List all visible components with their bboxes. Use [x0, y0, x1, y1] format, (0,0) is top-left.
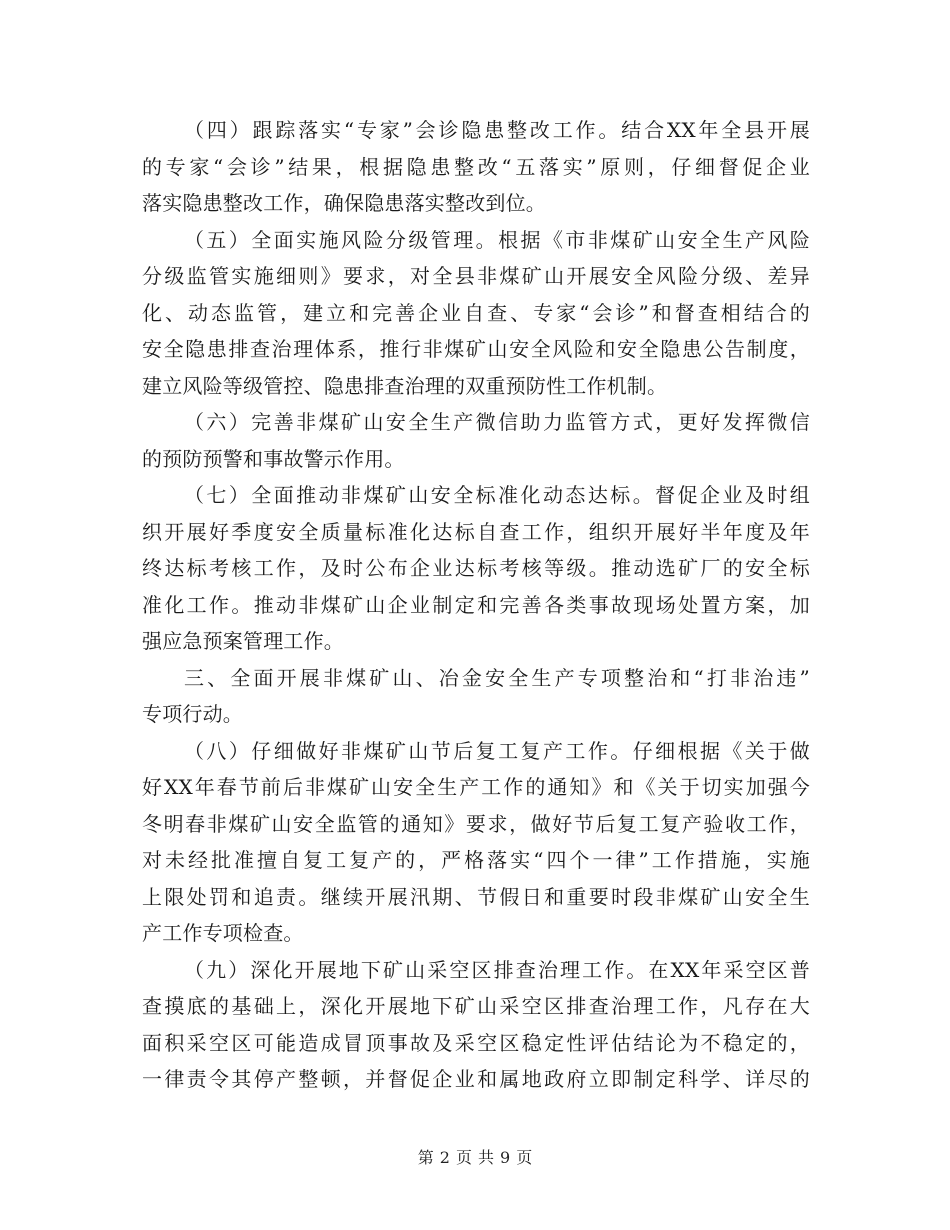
paragraph-line: 的专家“会诊”结果，根据隐患整改“五落实”原则，仔细督促企业 [142, 154, 810, 179]
paragraph-line: 落实隐患整改工作，确保隐患落实整改到位。 [142, 191, 546, 215]
paragraph-7 [142, 477, 810, 660]
paragraph-line: 冬明春非煤矿山安全监管的通知》要求，做好节后复工复产验收工作， [142, 811, 810, 836]
paragraph-8 [142, 733, 810, 952]
paragraph-line: 安全隐患排查治理体系，推行非煤矿山安全风险和安全隐患公告制度， [142, 337, 810, 361]
paragraph-line: 的预防预警和事故警示作用。 [142, 446, 405, 471]
paragraph-line: 产工作专项检查。 [142, 921, 304, 945]
total-page-count: 9 [500, 1148, 511, 1167]
paragraph-line: （六）完善非煤矿山安全生产微信助力监管方式，更好发挥微信 [184, 410, 810, 434]
paragraph-line: 分级监管实施细则》要求，对全县非煤矿山开展安全风险分级、差异 [142, 264, 810, 288]
paragraph-4 [142, 112, 810, 222]
section-heading-3 [142, 660, 810, 733]
paragraph-line: 好XX年春节前后非煤矿山安全生产工作的通知》和《关于切实加强今 [142, 775, 810, 799]
footer-suffix: 页 [516, 1148, 533, 1167]
paragraph-line: 终达标考核工作，及时公布企业达标考核等级。推动选矿厂的安全标 [142, 556, 810, 580]
paragraph-5 [142, 222, 810, 405]
paragraph-line: 上限处罚和追责。继续开展汛期、节假日和重要时段非煤矿山安全生 [142, 884, 810, 909]
paragraph-line: 建立风险等级管控、隐患排查治理的双重预防性工作机制。 [142, 373, 668, 398]
paragraph-line: 化、动态监管，建立和完善企业自查、专家“会诊”和督查相结合的 [142, 300, 810, 325]
paragraph-line: 织开展好季度安全质量标准化达标自查工作，组织开展好半年度及年 [142, 519, 810, 544]
paragraph-line: （七）全面推动非煤矿山安全标准化动态达标。督促企业及时组 [184, 483, 810, 507]
paragraph-line: （五）全面实施风险分级管理。根据《市非煤矿山安全生产风险 [184, 227, 810, 252]
heading-line: 专项行动。 [142, 702, 243, 726]
paragraph-9 [142, 952, 810, 1098]
paragraph-line: 面积采空区可能造成冒顶事故及采空区稳定性评估结论为不稳定的， [142, 1030, 810, 1055]
footer-page-word: 页 [455, 1148, 472, 1167]
paragraph-line: 查摸底的基础上，深化开展地下矿山采空区排查治理工作，凡存在大 [142, 994, 810, 1018]
page-footer [0, 1146, 950, 1170]
paragraph-line: （九）深化开展地下矿山采空区排查治理工作。在XX年采空区普 [184, 957, 810, 982]
heading-line: 三、全面开展非煤矿山、冶金安全生产专项整治和“打非治违” [184, 665, 810, 690]
paragraph-line: 对未经批准擅自复工复产的，严格落实“四个一律”工作措施，实施 [142, 848, 810, 872]
paragraph-line: 准化工作。推动非煤矿山企业制定和完善各类事故现场处置方案，加 [142, 592, 810, 617]
paragraph-line: 强应急预案管理工作。 [142, 629, 344, 653]
paragraph-line: （四）跟踪落实“专家”会诊隐患整改工作。结合XX年全县开展 [184, 118, 810, 142]
footer-prefix: 第 [417, 1148, 434, 1167]
document-body [142, 112, 810, 1098]
paragraph-line: 一律责令其停产整顿，并督促企业和属地政府立即制定科学、详尽的 [142, 1067, 810, 1091]
paragraph-line: （八）仔细做好非煤矿山节后复工复产工作。仔细根据《关于做 [184, 738, 810, 763]
paragraph-6 [142, 404, 810, 477]
footer-total-word: 共 [478, 1148, 495, 1167]
current-page-number: 2 [439, 1148, 450, 1167]
